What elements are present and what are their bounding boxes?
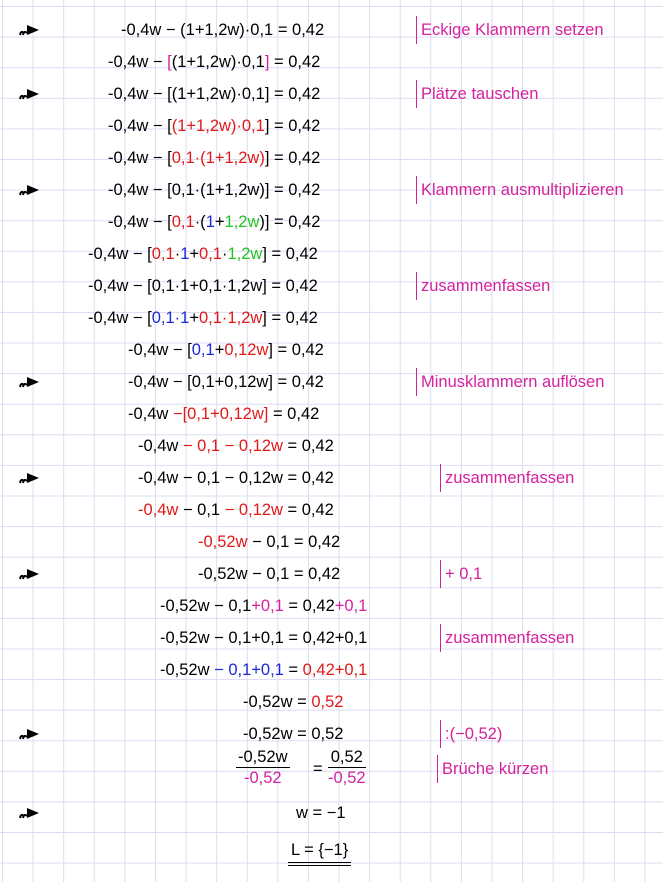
equation-row — [0, 560, 663, 588]
equation-part: − 0,1 − 0,12w — [182, 437, 283, 455]
equation-part: 1,2w — [224, 213, 260, 231]
equation — [160, 592, 367, 620]
equation-part: − 0,1 — [178, 501, 225, 519]
equation-part: + — [214, 213, 225, 231]
equation-row — [0, 592, 663, 620]
equation-row — [0, 464, 663, 492]
equation-part: -0,4w − [0,1+0,12w] = 0,42 — [128, 373, 324, 391]
equation-part: -0,4w − 0,1 − 0,12w = 0,42 — [138, 469, 334, 487]
equation-row — [0, 80, 663, 108]
equation — [121, 16, 324, 44]
equation-row — [0, 336, 663, 364]
equation-row — [0, 720, 663, 748]
equation — [138, 432, 334, 460]
step-marker-icon[interactable] — [17, 805, 41, 821]
equation — [160, 656, 367, 684]
equation-row — [0, 208, 663, 236]
equation-row — [0, 48, 663, 76]
equation-part: -0,4w — [128, 405, 173, 423]
equation-part: + — [189, 245, 200, 263]
comment-text: zusammenfassen — [416, 272, 550, 300]
equation-part: -0,4w — [138, 437, 183, 455]
step-marker-icon[interactable] — [17, 374, 41, 390]
equation-part: 1 — [205, 213, 215, 231]
equation-row — [0, 496, 663, 524]
equation-part: + — [189, 309, 199, 327]
equation-row — [0, 240, 663, 268]
equation-part: -0,4w − [0,1·1+0,1·1,2w] = 0,42 — [88, 277, 318, 295]
result-row — [0, 799, 663, 827]
equation-part: = — [283, 661, 303, 679]
equation-part: 1,2w — [227, 245, 263, 263]
comment-text: Minusklammern auflösen — [416, 368, 604, 396]
equation-part: )] = 0,42 — [259, 213, 321, 231]
equation-part: -0,52w − 0,1 = 0,42 — [198, 565, 341, 583]
equation-part: · — [174, 245, 181, 263]
equation-row — [0, 112, 663, 140]
equation-part: -0,4w − [ — [108, 117, 172, 135]
solution-set: L = {−1} — [288, 838, 351, 866]
equation-part: − 0,1 = 0,42 — [247, 533, 341, 551]
equation-part: 0,1·1 — [151, 309, 190, 327]
equation-part: = 0,42 — [282, 437, 334, 455]
equation-part: 0,1 — [151, 245, 175, 263]
step-marker-icon[interactable] — [17, 470, 41, 486]
result-equation: w = −1 — [296, 804, 346, 822]
equation-part: + — [214, 341, 225, 359]
equation-part: -0,4w − [ — [128, 341, 192, 359]
equation — [138, 496, 334, 524]
equation — [108, 80, 320, 108]
equation-part: +0,1 — [334, 597, 368, 615]
equation-part: = 0,42 — [282, 501, 334, 519]
comment-text: :(−0,52) — [440, 720, 502, 748]
equation-row — [0, 16, 663, 44]
equation-part: ] = 0,42 — [268, 341, 324, 359]
equation — [108, 112, 320, 140]
equation-part: −[ — [172, 405, 188, 423]
equation-part: ] — [263, 405, 269, 423]
equation — [128, 336, 324, 364]
equation-part: -0,52w — [160, 661, 215, 679]
equation-part: = 0,42 — [268, 405, 320, 423]
equation-part: 0,1+0,12w — [187, 405, 264, 423]
right-numerator: 0,52 — [328, 747, 366, 768]
equation — [198, 528, 340, 556]
step-marker-icon[interactable] — [17, 726, 41, 742]
equation-row — [0, 528, 663, 556]
equation-part: -0,52w − 0,1+0,1 = 0,42+0,1 — [160, 629, 368, 647]
comment-text: Brüche kürzen — [437, 755, 548, 783]
left-denominator: -0,52 — [243, 769, 282, 787]
equation-part: -0,4w − [(1+1,2w)·0,1] = 0,42 — [108, 85, 321, 103]
equation-part: -0,52w − 0,1 — [160, 597, 252, 615]
equation — [88, 272, 318, 300]
fraction-equals: = — [313, 760, 323, 778]
solution-row — [0, 838, 663, 866]
equation-part: (1+1,2w)·0,1 — [171, 53, 265, 71]
step-marker-icon[interactable] — [17, 182, 41, 198]
equation-part: − 0,1+0,1 — [214, 661, 284, 679]
equation — [243, 688, 343, 716]
equation-part: -0,4w − [ — [88, 309, 152, 327]
equation-part: -0,4w − [ — [108, 213, 172, 231]
equation-part: -0,4w − — [108, 53, 168, 71]
equation-part: +0,1 — [251, 597, 284, 615]
equation-part: -0,52w = — [243, 693, 312, 711]
comment-text: Eckige Klammern setzen — [416, 16, 604, 44]
equation-part: ] = 0,42 — [262, 245, 318, 263]
equation-part: -0,4w − (1+1,2w)·0,1 = 0,42 — [121, 21, 325, 39]
equation-part: [ — [167, 53, 172, 71]
equation — [138, 464, 334, 492]
equation-part: 0,1 — [199, 245, 222, 263]
equation — [243, 720, 343, 748]
equation-part: ] = 0,42 — [262, 309, 318, 327]
equation-part: -0,4w − [0,1·(1+1,2w)] = 0,42 — [108, 181, 321, 199]
equation-part: ] = 0,42 — [264, 117, 321, 135]
equation-part: 0,52 — [311, 693, 344, 711]
left-numerator: -0,52w — [238, 748, 288, 766]
equation-part: 0,1 — [191, 341, 215, 359]
equation-part: -0,4w — [138, 501, 179, 519]
equation-part: -0,52w — [198, 533, 248, 551]
equation-part: = 0,42 — [283, 597, 335, 615]
comment-text: zusammenfassen — [440, 624, 574, 652]
equation — [108, 48, 320, 76]
equation — [108, 208, 320, 236]
equation-row — [0, 400, 663, 428]
equation-part: ] — [264, 53, 270, 71]
comment-text: Klammern ausmultiplizieren — [416, 176, 624, 204]
step-marker-icon[interactable] — [17, 566, 41, 582]
equation-row — [0, 656, 663, 684]
comment-text: zusammenfassen — [440, 464, 574, 492]
equation-row — [0, 176, 663, 204]
fraction-row — [0, 748, 663, 787]
equation-row — [0, 304, 663, 332]
step-marker-icon[interactable] — [17, 86, 41, 102]
equation-part: 0,42+0,1 — [302, 661, 368, 679]
equation — [108, 144, 320, 172]
equation-part: 0,12w — [224, 341, 269, 359]
left-fraction — [236, 747, 290, 788]
equation-part: 0,1 — [171, 213, 195, 231]
equation-part: 0,1·(1+1,2w) — [171, 149, 265, 167]
equation — [88, 304, 318, 332]
step-marker-icon[interactable] — [17, 22, 41, 38]
equation-row — [0, 688, 663, 716]
equation — [108, 176, 320, 204]
equation-part: -0,52w = 0,52 — [243, 725, 344, 743]
equation — [128, 368, 324, 396]
equation-part: ·( — [194, 213, 206, 231]
equation-part: (1+1,2w) — [171, 117, 237, 135]
equation-part: ] = 0,42 — [264, 149, 321, 167]
right-fraction — [328, 747, 366, 788]
equation-row — [0, 624, 663, 652]
equation-part: ·0,1 — [236, 117, 265, 135]
equation-part: · — [221, 245, 228, 263]
comment-text: Plätze tauschen — [416, 80, 538, 108]
equation-row — [0, 432, 663, 460]
right-denominator: -0,52 — [328, 769, 366, 787]
equation — [198, 560, 340, 588]
equation-part: 1 — [180, 245, 190, 263]
equation-row — [0, 368, 663, 396]
equation-part: − 0,12w — [224, 501, 283, 519]
equation — [160, 624, 367, 652]
equation-part: 0,1·1,2w — [199, 309, 263, 327]
comment-text: + 0,1 — [440, 560, 482, 588]
equation-part: -0,4w − [ — [108, 149, 172, 167]
equation-part: -0,4w − [ — [88, 245, 152, 263]
equation-part: = 0,42 — [269, 53, 321, 71]
equation-row — [0, 272, 663, 300]
equation — [88, 240, 318, 268]
equation — [128, 400, 319, 428]
equation-row — [0, 144, 663, 172]
